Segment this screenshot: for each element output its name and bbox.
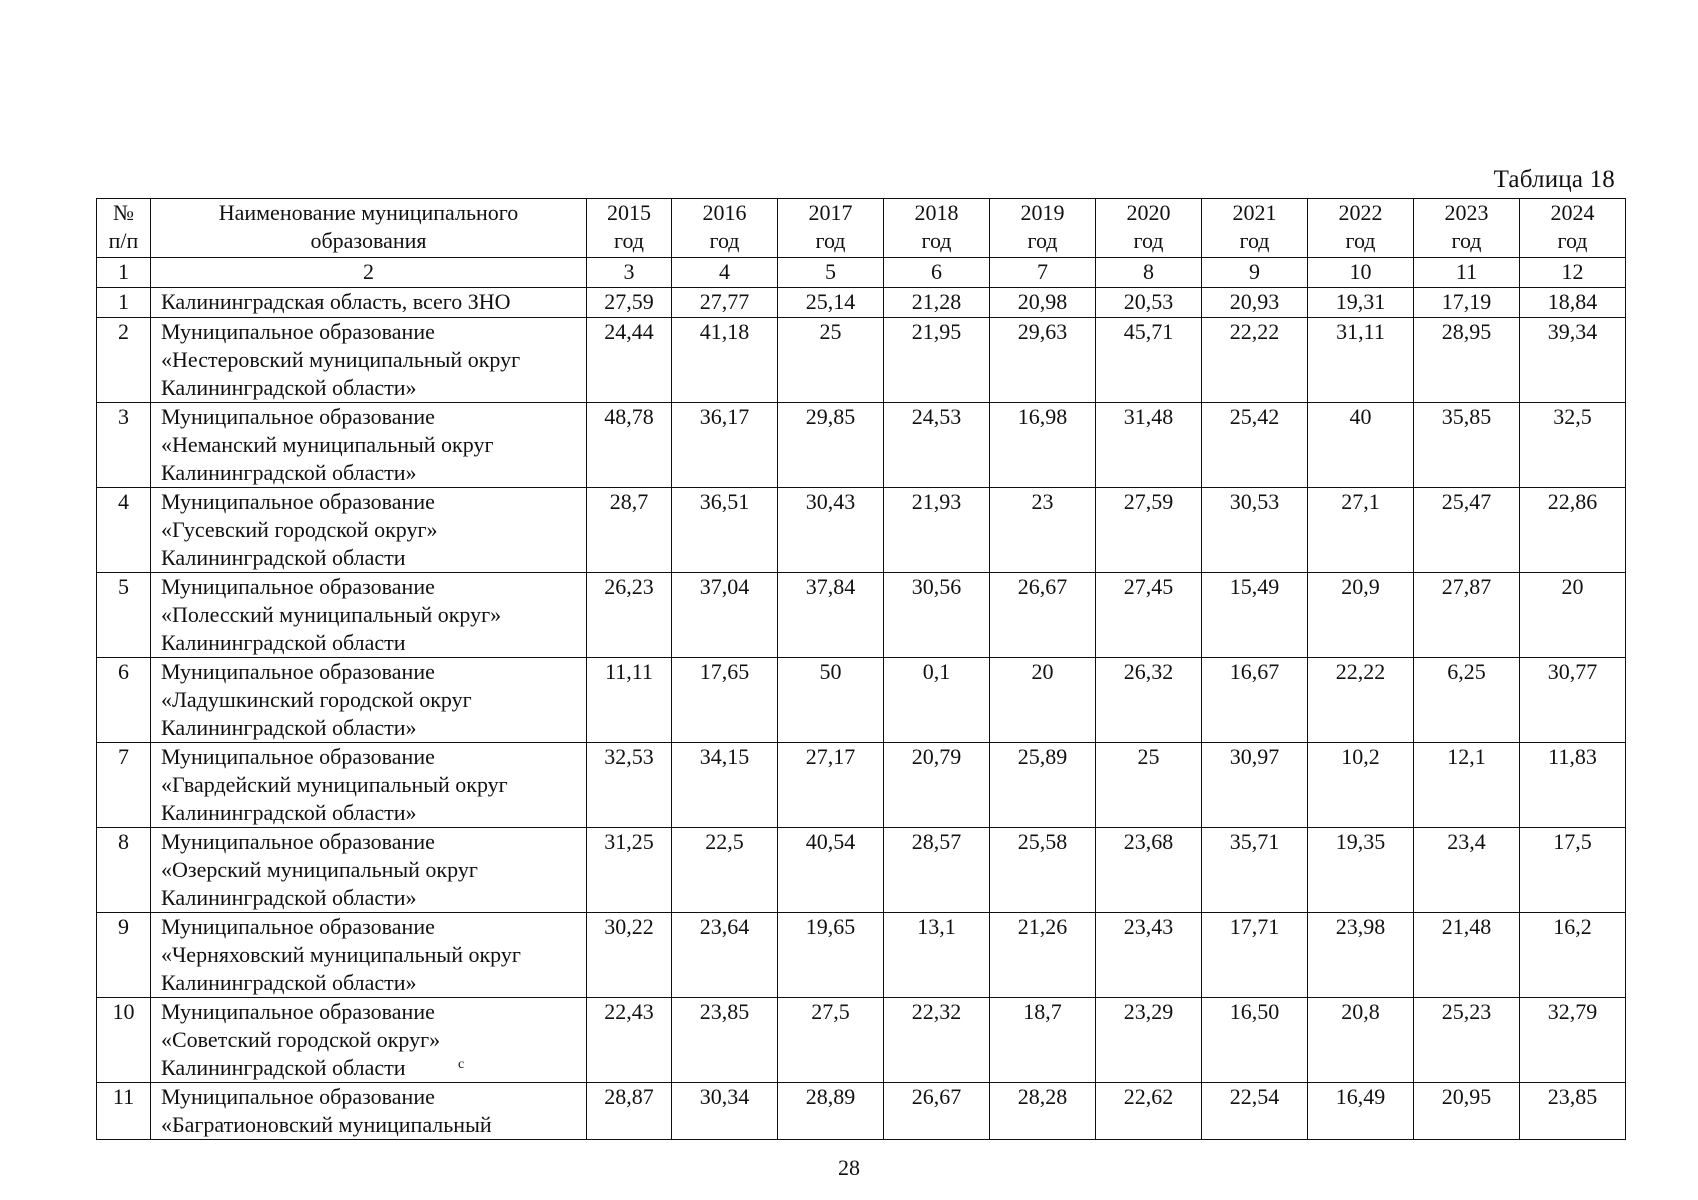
header-year-unit: год [1027,228,1058,253]
value-cell: 23,85 [672,998,778,1083]
row-number-cell: 9 [97,913,151,998]
table-row [97,1083,1626,1140]
value-cell: 37,84 [778,573,884,658]
value-cell: 12,1 [1414,743,1520,828]
header-year-unit: год [1557,228,1588,253]
value-cell: 30,43 [778,488,884,573]
value-cell: 27,45 [1096,573,1202,658]
header-cell-year [672,199,778,258]
header-number-line-2: п/п [108,228,139,253]
value-cell: 30,56 [884,573,990,658]
value-cell: 40 [1308,403,1414,488]
column-number-cell: 6 [884,258,990,288]
header-year-unit: год [613,228,645,253]
header-year-label: 2023 [1444,200,1489,225]
value-cell: 25,47 [1414,488,1520,573]
value-cell: 28,89 [778,1083,884,1140]
municipality-name-line: «Неманский муниципальный округ [161,432,494,457]
header-year-label: 2018 [914,200,959,225]
value-cell: 29,85 [778,403,884,488]
value-cell: 26,67 [884,1083,990,1140]
municipality-name-cell [151,318,587,403]
header-year-unit: год [921,228,952,253]
table-row [97,403,1626,488]
value-cell: 20,9 [1308,573,1414,658]
header-cell-year [1096,199,1202,258]
value-cell: 31,48 [1096,403,1202,488]
column-number-cell: 1 [97,258,151,288]
municipality-name-line: Муниципальное образование [161,829,435,854]
municipality-name-cell [151,488,587,573]
municipality-name-line: Калининградской области» [161,375,417,400]
municipality-name-line: «Озерский муниципальный округ [161,857,478,882]
value-cell: 25 [778,318,884,403]
value-cell: 32,79 [1520,998,1626,1083]
value-cell: 25,23 [1414,998,1520,1083]
value-cell: 25,58 [990,828,1096,913]
value-cell: 19,65 [778,913,884,998]
value-cell: 10,2 [1308,743,1414,828]
municipality-name-line: «Гвардейский муниципальный округ [161,772,508,797]
value-cell: 20,79 [884,743,990,828]
value-cell: 27,5 [778,998,884,1083]
table-row [97,288,1626,318]
municipality-name-cell [151,573,587,658]
header-year-label: 2021 [1232,200,1277,225]
value-cell: 30,22 [587,913,672,998]
header-cell-year [990,199,1096,258]
value-cell: 25 [1096,743,1202,828]
value-cell: 11,83 [1520,743,1626,828]
table-row [97,318,1626,403]
row-number-cell: 4 [97,488,151,573]
value-cell: 23,68 [1096,828,1202,913]
header-year-label: 2022 [1338,200,1383,225]
municipality-name-line: «Советский городской округ» [161,1027,441,1052]
column-number-cell: 9 [1202,258,1308,288]
table-row [97,488,1626,573]
value-cell: 25,14 [778,288,884,318]
column-number-cell: 10 [1308,258,1414,288]
value-cell: 24,44 [587,318,672,403]
value-cell: 29,63 [990,318,1096,403]
header-cell-year [1414,199,1520,258]
page-number: 28 [838,1155,860,1180]
value-cell: 22,54 [1202,1083,1308,1140]
value-cell: 28,87 [587,1083,672,1140]
value-cell: 27,77 [672,288,778,318]
value-cell: 36,17 [672,403,778,488]
value-cell: 27,87 [1414,573,1520,658]
column-number-cell: 4 [672,258,778,288]
column-number-row [97,258,1626,288]
value-cell: 25,42 [1202,403,1308,488]
row-number-cell: 3 [97,403,151,488]
value-cell: 20 [1520,573,1626,658]
header-year-label: 2020 [1126,200,1171,225]
value-cell: 36,51 [672,488,778,573]
municipality-name-line: «Ладушкинский городской округ [161,687,472,712]
row-number-cell: 5 [97,573,151,658]
value-cell: 23,98 [1308,913,1414,998]
municipality-name-line: Муниципальное образование [161,489,435,514]
value-cell: 30,97 [1202,743,1308,828]
value-cell: 32,5 [1520,403,1626,488]
row-number-cell: 8 [97,828,151,913]
value-cell: 28,28 [990,1083,1096,1140]
municipality-name-line: Муниципальное образование [161,659,435,684]
value-cell: 27,59 [1096,488,1202,573]
value-cell: 0,1 [884,658,990,743]
value-cell: 16,50 [1202,998,1308,1083]
table-header-row [97,199,1626,258]
value-cell: 26,67 [990,573,1096,658]
value-cell: 17,65 [672,658,778,743]
municipality-name-line: Калининградская область, всего ЗНО [161,289,511,314]
value-cell: 24,53 [884,403,990,488]
value-cell: 28,57 [884,828,990,913]
header-name-line-1: Наименование муниципального [218,200,519,225]
value-cell: 17,5 [1520,828,1626,913]
value-cell: 30,34 [672,1083,778,1140]
municipality-name-line: Калининградской области [161,630,406,655]
header-year-label: 2015 [607,200,651,225]
value-cell: 23 [990,488,1096,573]
header-cell-year [1202,199,1308,258]
municipality-name-cell [151,403,587,488]
header-cell-year [1308,199,1414,258]
value-cell: 16,2 [1520,913,1626,998]
municipality-name-line: Муниципальное образование [161,744,435,769]
municipality-name-line: Муниципальное образование [161,574,435,599]
value-cell: 41,18 [672,318,778,403]
value-cell: 17,19 [1414,288,1520,318]
municipality-name-cell [151,658,587,743]
value-cell: 39,34 [1520,318,1626,403]
data-table [96,198,1626,1140]
value-cell: 16,49 [1308,1083,1414,1140]
value-cell: 21,48 [1414,913,1520,998]
value-cell: 23,4 [1414,828,1520,913]
header-cell-year [1520,199,1626,258]
row-number-cell: 2 [97,318,151,403]
table-row [97,743,1626,828]
value-cell: 18,7 [990,998,1096,1083]
column-number-cell: 12 [1520,258,1626,288]
value-cell: 22,62 [1096,1083,1202,1140]
municipality-name-cell [151,1083,587,1140]
municipality-name-line: «Полесский муниципальный округ» [161,602,502,627]
table-row [97,998,1626,1083]
value-cell: 22,22 [1202,318,1308,403]
value-cell: 48,78 [587,403,672,488]
municipality-name-line: Калининградской области» [161,460,417,485]
value-cell: 22,32 [884,998,990,1083]
column-number-cell: 2 [151,258,587,288]
value-cell: 26,32 [1096,658,1202,743]
row-number-cell: 1 [97,288,151,318]
column-number-cell: 5 [778,258,884,288]
value-cell: 20,53 [1096,288,1202,318]
table-caption: Таблица 18 [1493,166,1615,193]
value-cell: 34,15 [672,743,778,828]
value-cell: 6,25 [1414,658,1520,743]
municipality-name-line: «Багратионовский муниципальный [161,1112,492,1137]
column-number-cell: 8 [1096,258,1202,288]
row-number-cell: 6 [97,658,151,743]
header-year-unit: год [1133,228,1164,253]
municipality-name-cell [151,288,587,318]
value-cell: 16,67 [1202,658,1308,743]
municipality-name-line: Муниципальное образование [161,1084,435,1109]
value-cell: 32,53 [587,743,672,828]
value-cell: 15,49 [1202,573,1308,658]
value-cell: 21,93 [884,488,990,573]
header-year-label: 2024 [1550,200,1595,225]
header-year-unit: год [1451,228,1482,253]
municipality-name-line: «Гусевский городской округ» [161,517,438,542]
municipality-name-cell [151,743,587,828]
value-cell: 40,54 [778,828,884,913]
value-cell: 27,1 [1308,488,1414,573]
value-cell: 19,31 [1308,288,1414,318]
value-cell: 23,85 [1520,1083,1626,1140]
municipality-name-line: Калининградской области» [161,800,417,825]
municipality-name-cell [151,828,587,913]
header-name-line-2: образования [310,228,427,253]
header-year-label: 2016 [702,200,747,225]
header-number-line-1: № [113,200,134,225]
row-number-cell: 11 [97,1083,151,1140]
row-number-cell: 10 [97,998,151,1083]
municipality-name-line: «Нестеровский муниципальный округ [161,347,521,372]
municipality-name-line: Муниципальное образование [161,914,435,939]
value-cell: 20,98 [990,288,1096,318]
municipality-name-line: Муниципальное образование [161,319,435,344]
municipality-name-line: Муниципальное образование [161,404,435,429]
value-cell: 20,8 [1308,998,1414,1083]
header-cell-number [97,199,151,258]
header-year-unit: год [1239,228,1270,253]
value-cell: 31,25 [587,828,672,913]
header-year-unit: год [815,228,846,253]
value-cell: 22,5 [672,828,778,913]
value-cell: 20,95 [1414,1083,1520,1140]
municipality-name-line: Муниципальное образование [161,999,435,1024]
table-row [97,658,1626,743]
value-cell: 21,26 [990,913,1096,998]
value-cell: 20,93 [1202,288,1308,318]
header-year-unit: год [709,228,740,253]
value-cell: 20 [990,658,1096,743]
value-cell: 26,23 [587,573,672,658]
municipality-name-cell [151,913,587,998]
value-cell: 13,1 [884,913,990,998]
municipality-name-cell [151,998,587,1083]
value-cell: 22,43 [587,998,672,1083]
value-cell: 45,71 [1096,318,1202,403]
header-cell-year [778,199,884,258]
value-cell: 23,29 [1096,998,1202,1083]
column-number-cell: 3 [587,258,672,288]
column-number-cell: 11 [1414,258,1520,288]
value-cell: 31,11 [1308,318,1414,403]
value-cell: 35,71 [1202,828,1308,913]
row-number-cell: 7 [97,743,151,828]
header-cell-year [587,199,672,258]
value-cell: 19,35 [1308,828,1414,913]
value-cell: 18,84 [1520,288,1626,318]
value-cell: 28,95 [1414,318,1520,403]
table-row [97,828,1626,913]
header-year-unit: год [1345,228,1376,253]
municipality-name-line: Калининградской области» [161,715,417,740]
table-row [97,913,1626,998]
municipality-name-line: Калининградской области» [161,885,417,910]
header-cell-year [884,199,990,258]
stray-mark: c [458,1057,465,1072]
value-cell: 17,71 [1202,913,1308,998]
table-row [97,573,1626,658]
value-cell: 11,11 [587,658,672,743]
value-cell: 25,89 [990,743,1096,828]
municipality-name-line: Калининградской области [161,545,406,570]
value-cell: 28,7 [587,488,672,573]
value-cell: 50 [778,658,884,743]
value-cell: 23,43 [1096,913,1202,998]
value-cell: 21,28 [884,288,990,318]
column-number-cell: 7 [990,258,1096,288]
value-cell: 27,59 [587,288,672,318]
value-cell: 37,04 [672,573,778,658]
header-year-label: 2019 [1020,200,1065,225]
value-cell: 22,86 [1520,488,1626,573]
value-cell: 30,77 [1520,658,1626,743]
municipality-name-line: Калининградской области [161,1055,406,1080]
header-year-label: 2017 [808,200,853,225]
value-cell: 22,22 [1308,658,1414,743]
value-cell: 21,95 [884,318,990,403]
value-cell: 27,17 [778,743,884,828]
value-cell: 30,53 [1202,488,1308,573]
value-cell: 16,98 [990,403,1096,488]
municipality-name-line: Калининградской области» [161,970,417,995]
value-cell: 23,64 [672,913,778,998]
municipality-name-line: «Черняховский муниципальный округ [161,942,521,967]
value-cell: 35,85 [1414,403,1520,488]
header-cell-name [151,199,587,258]
